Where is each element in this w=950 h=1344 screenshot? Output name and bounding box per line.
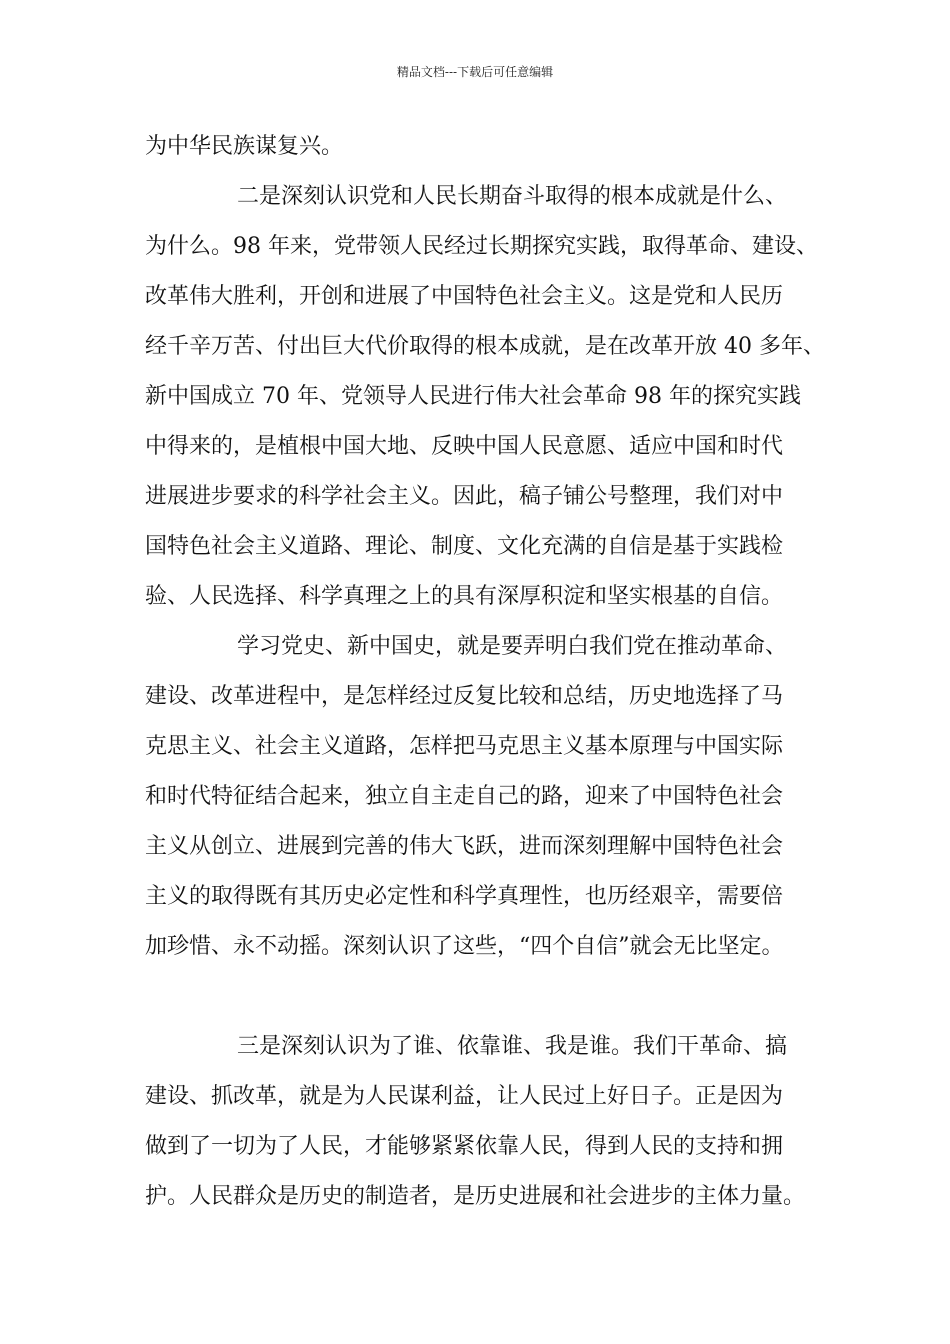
text-line: 护。人民群众是历史的制造者，是历史进展和社会进步的主体力量。 <box>145 1184 806 1209</box>
paragraph-start-line: 二是深刻认识党和人民长期奋斗取得的根本成就是什么、 <box>237 184 788 209</box>
text-line: 主义的取得既有其历史必定性和科学真理性，也历经艰辛，需要倍 <box>145 884 784 909</box>
text-line: 中得来的，是植根中国大地、反映中国人民意愿、适应中国和时代 <box>145 434 784 459</box>
text-line: 建设、抓改革，就是为人民谋利益，让人民过上好日子。正是因为 <box>145 1084 784 1109</box>
page-header: 精品文档---下载后可任意编辑 <box>396 65 554 79</box>
text-line: 进展进步要求的科学社会主义。因此，稿子铺公号整理，我们对中 <box>145 484 784 509</box>
text-line: 改革伟大胜利，开创和进展了中国特色社会主义。这是党和人民历 <box>145 284 784 309</box>
text-line: 为中华民族谋复兴。 <box>145 134 344 159</box>
paragraph-start-line: 三是深刻认识为了谁、依靠谁、我是谁。我们干革命、搞 <box>237 1034 788 1059</box>
text-line: 为什么。98 年来，党带领人民经过长期探究实践，取得革命、建设、 <box>145 234 818 259</box>
text-line: 新中国成立 70 年、党领导人民进行伟大社会革命 98 年的探究实践 <box>145 384 801 409</box>
text-line: 经千辛万苦、付出巨大代价取得的根本成就，是在改革开放 40 多年、 <box>145 334 825 359</box>
document-body <box>145 122 835 1222</box>
text-line: 验、人民选择、科学真理之上的具有深厚积淀和坚实根基的自信。 <box>145 584 784 609</box>
paragraph-gap <box>145 972 835 1022</box>
text-line: 克思主义、社会主义道路，怎样把马克思主义基本原理与中国实际 <box>145 734 784 759</box>
paragraph-start-line: 学习党史、新中国史，就是要弄明白我们党在推动革命、 <box>237 634 788 659</box>
text-line: 加珍惜、永不动摇。深刻认识了这些，“四个自信”就会无比坚定。 <box>145 934 784 959</box>
text-line: 国特色社会主义道路、理论、制度、文化充满的自信是基于实践检 <box>145 534 784 559</box>
text-line: 和时代特征结合起来，独立自主走自己的路，迎来了中国特色社会 <box>145 784 784 809</box>
text-line: 建设、改革进程中，是怎样经过反复比较和总结，历史地选择了马 <box>145 684 784 709</box>
text-line: 做到了一切为了人民，才能够紧紧依靠人民，得到人民的支持和拥 <box>145 1134 784 1159</box>
text-line: 主义从创立、进展到完善的伟大飞跃，进而深刻理解中国特色社会 <box>145 834 784 859</box>
